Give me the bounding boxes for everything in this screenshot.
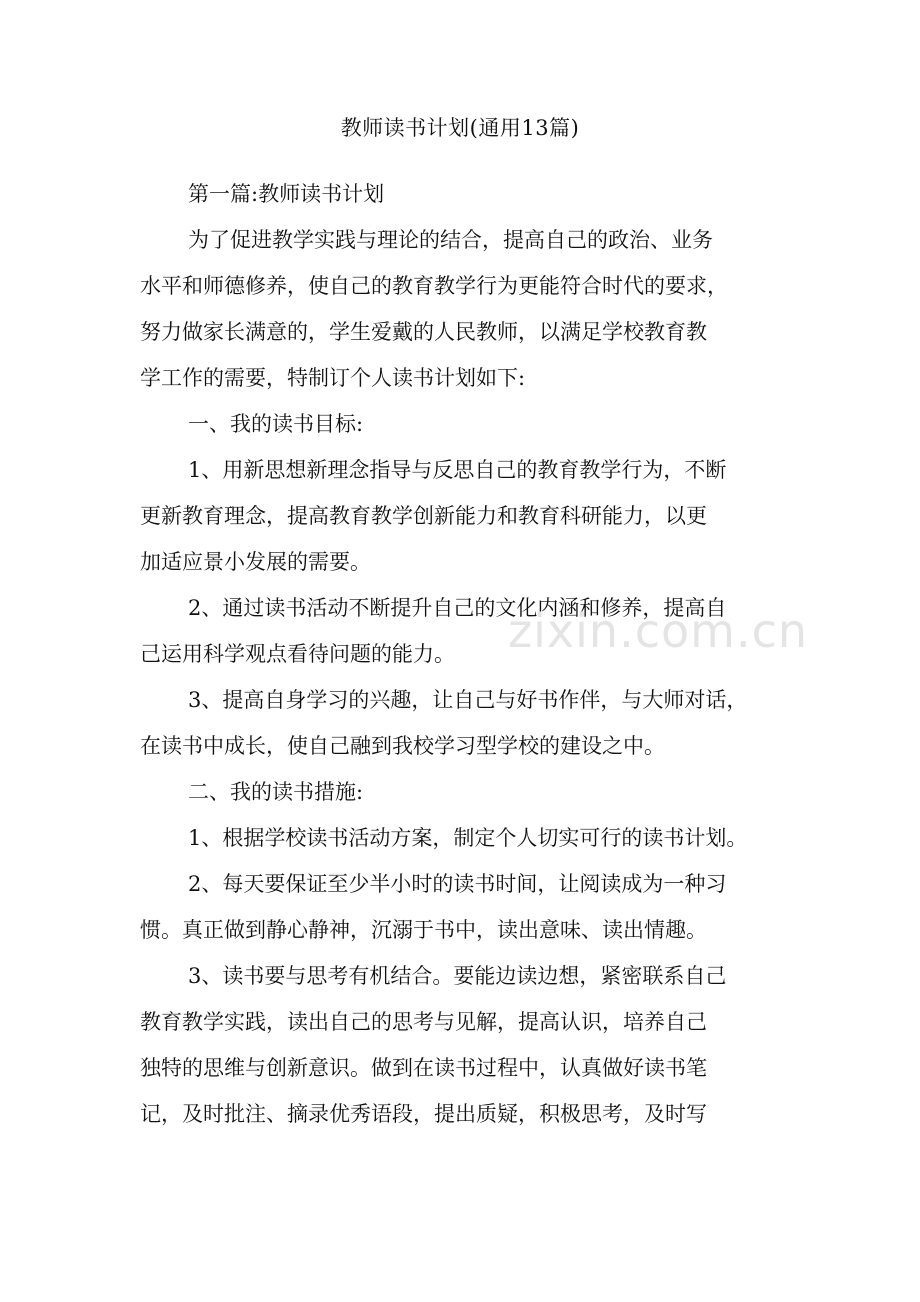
paragraph-line: 努力做家长满意的，学生爱戴的人民教师，以满足学校教育教 [140, 320, 707, 344]
paragraph-line: 为了促进教学实践与理论的结合，提高自己的政治、业务 [188, 228, 713, 252]
paragraph-line: 在读书中成长，使自己融到我校学习型学校的建设之中。 [140, 734, 665, 758]
subheading-goals: 一、我的读书目标: [188, 412, 364, 436]
paragraph-line: 1、用新思想新理念指导与反思自己的教育教学行为，不断 [188, 458, 727, 482]
paragraph-line: 学工作的需要，特制订个人读书计划如下: [140, 366, 526, 390]
paragraph-line: 水平和师德修养，使自己的教育教学行为更能符合时代的要求， [140, 274, 728, 298]
paragraph-line: 1、根据学校读书活动方案，制定个人切实可行的读书计划。 [188, 826, 748, 850]
watermark-text: zixin.com.cn [508, 604, 809, 658]
paragraph-line: 2、每天要保证至少半小时的读书时间，让阅读成为一种习 [188, 872, 727, 896]
document-title: 教师读书计划(通用13篇) [340, 116, 580, 140]
paragraph-line: 独特的思维与创新意识。做到在读书过程中，认真做好读书笔 [140, 1056, 707, 1080]
paragraph-line: 2、通过读书活动不断提升自己的文化内涵和修养，提高自 [188, 596, 727, 620]
paragraph-line: 惯。真正做到静心静神，沉溺于书中，读出意味、读出情趣。 [140, 918, 707, 942]
paragraph-line: 加适应景小发展的需要。 [140, 550, 371, 574]
paragraph-line: 3、提高自身学习的兴趣，让自己与好书作伴，与大师对话， [188, 688, 748, 712]
paragraph-line: 3、读书要与思考有机结合。要能边读边想，紧密联系自己 [188, 964, 727, 988]
subheading-measures: 二、我的读书措施: [188, 780, 364, 804]
paragraph-line: 更新教育理念，提高教育教学创新能力和教育科研能力，以更 [140, 504, 707, 528]
paragraph-line: 记，及时批注、摘录优秀语段，提出质疑，积极思考，及时写 [140, 1102, 707, 1126]
paragraph-line: 己运用科学观点看待问题的能力。 [140, 642, 455, 666]
paragraph-line: 教育教学实践，读出自己的思考与见解，提高认识，培养自己 [140, 1010, 707, 1034]
section-heading-1: 第一篇:教师读书计划 [188, 182, 385, 206]
